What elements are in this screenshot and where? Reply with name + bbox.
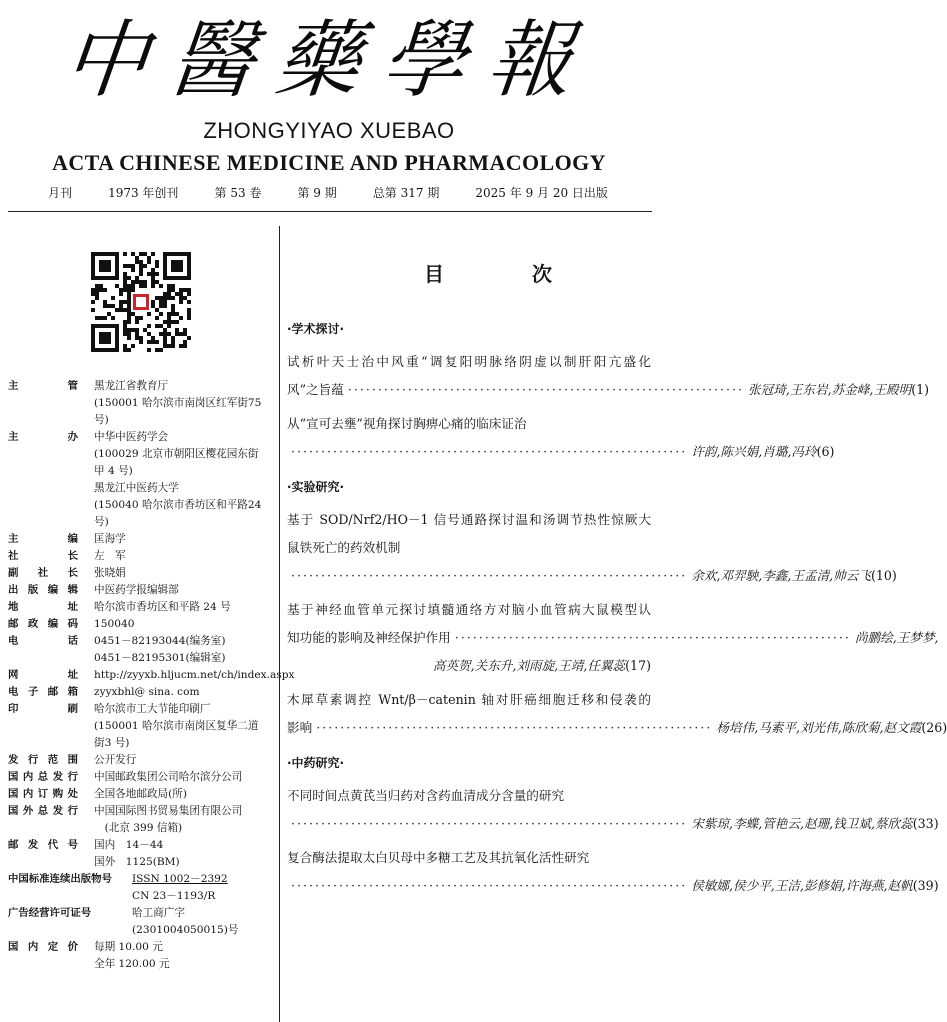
colophon-label: 主 办	[8, 431, 78, 443]
toc-entry[interactable]	[287, 410, 835, 466]
colophon-value: CN 23－1193/R	[132, 890, 216, 902]
colophon-row	[8, 871, 276, 888]
colophon-row	[8, 905, 276, 939]
colophon-value: 全国各地邮政局(所)	[94, 788, 188, 800]
colophon-row	[8, 446, 276, 463]
colophon-value: 黑龙江省教育厅	[94, 380, 169, 392]
toc-entry-line	[287, 376, 930, 404]
colophon-label: 印 刷	[8, 703, 78, 715]
colophon-label: 发行范围	[8, 754, 78, 766]
colophon-value: 0451－82193044(编务室)	[94, 635, 226, 647]
toc-entry-page: (26)	[921, 720, 947, 735]
toc-entry[interactable]	[287, 506, 897, 590]
colophon-value: 中医药学报编辑部	[94, 584, 179, 596]
toc-entry-page: (33)	[912, 816, 939, 831]
issue-total-number: 总第 317 期	[372, 186, 440, 200]
toc-entry-page: (17)	[625, 658, 651, 673]
toc-entry-authors: 杨培伟,马素平,刘光伟,陈欣菊,赵文霞	[716, 720, 922, 735]
journal-calligraphy-title: 中醫藥學報	[58, 11, 600, 109]
issue-frequency: 月刊	[48, 186, 73, 200]
toc-entry-title: 鼠铁死亡的药效机制	[287, 540, 401, 555]
colophon-row	[8, 480, 276, 497]
colophon-label: 地 址	[8, 601, 78, 613]
colophon-row	[8, 565, 276, 582]
colophon-label: 电子邮箱	[8, 686, 78, 698]
toc-entry-title: 基于 SOD/Nrf2/HO－1 信号通路探讨温和汤调节热性惊厥大	[287, 512, 651, 527]
toc-entry-authors: 宋紫琼,李蝶,管艳云,赵珊,钱卫斌,蔡欣蕊	[691, 816, 913, 831]
colophon-value: 张晓娟	[94, 567, 126, 579]
colophon-label: 网 址	[8, 669, 78, 681]
colophon-label: 国外总发行	[8, 805, 78, 817]
colophon-label: 主 编	[8, 533, 78, 545]
colophon-value: http://zyyxb.hljucm.net/ch/index.aspx	[94, 669, 295, 681]
colophon-value: 匡海学	[94, 533, 126, 545]
colophon-row	[8, 395, 276, 429]
colophon-row	[8, 684, 276, 701]
colophon-label: 邮政编码	[8, 618, 78, 630]
colophon-value: ISSN 1002－2392	[132, 873, 228, 885]
colophon-label: 出版编辑	[8, 584, 78, 596]
toc-entry[interactable]	[287, 782, 939, 838]
issue-info-line	[48, 184, 608, 201]
issue-publish-date: 2025 年 9 月 20 日出版	[475, 186, 608, 200]
colophon-value: 150040	[94, 618, 135, 630]
colophon-row	[8, 582, 276, 599]
toc-entry-line	[287, 624, 939, 652]
colophon-row	[8, 820, 276, 837]
colophon-value: (100029 北京市朝阳区樱花园东街	[94, 448, 259, 460]
toc-entry-title: 风”之旨蕴	[287, 382, 344, 397]
colophon-row	[8, 888, 276, 905]
issue-number: 第 9 期	[297, 186, 337, 200]
colophon-value: 全年 120.00 元	[94, 958, 170, 970]
colophon-row	[8, 616, 276, 633]
colophon-value: (150001 哈尔滨市南岗区复华二道	[94, 720, 259, 732]
toc-entry-line	[287, 562, 897, 590]
toc-entry-title: 不同时间点黄芪当归药对含药血清成分含量的研究	[287, 788, 565, 803]
colophon-row	[8, 463, 276, 480]
colophon-value: 甲 4 号)	[94, 465, 133, 477]
colophon-value: 中国国际图书贸易集团有限公司	[94, 805, 243, 817]
colophon-value: 公开发行	[94, 754, 137, 766]
leader-dots: ··································································	[291, 878, 688, 893]
colophon-label: 副 社 长	[8, 567, 78, 579]
colophon-row	[8, 735, 276, 752]
colophon-value: 0451－82195301(编辑室)	[94, 652, 226, 664]
colophon-row	[8, 497, 276, 531]
colophon-value: (150040 哈尔滨市香坊区和平路24号)	[94, 499, 262, 528]
colophon-value: 黑龙江中医药大学	[94, 482, 179, 494]
colophon-label: 国内订购处	[8, 788, 78, 800]
colophon-label: 邮发代号	[8, 839, 78, 851]
toc-entry-title: 复合酶法提取太白贝母中多糖工艺及其抗氧化活性研究	[287, 850, 590, 865]
colophon-label: 社 长	[8, 550, 78, 562]
toc-entry[interactable]	[287, 596, 939, 680]
colophon-label: 国内总发行	[8, 771, 78, 783]
colophon-row	[8, 752, 276, 769]
toc-entry-page: (10)	[870, 568, 897, 583]
journal-pinyin-title: ZHONGYIYAO XUEBAO	[203, 118, 455, 143]
journal-english-title: ACTA CHINESE MEDICINE AND PHARMACOLOGY	[52, 150, 606, 175]
leader-dots: ··································································	[454, 630, 851, 645]
toc-entry-page: (1)	[911, 382, 930, 397]
toc-entry-page: (6)	[816, 444, 835, 459]
toc-entry-title: 影响	[287, 720, 313, 735]
colophon-label: 广告经营许可证号	[8, 907, 92, 919]
toc-entry-title: 从“宣可去壅”视角探讨胸痹心痛的临床证治	[287, 416, 527, 431]
colophon-row	[8, 837, 276, 854]
colophon-row	[8, 378, 276, 395]
colophon-value: 国外 1125(BM)	[94, 856, 180, 868]
toc-entry-title: 木犀草素调控 Wnt/β－catenin 轴对肝癌细胞迁移和侵袭的	[287, 692, 651, 707]
toc-entry-line	[287, 872, 939, 900]
colophon-row	[8, 531, 276, 548]
toc-title: 目 次	[424, 262, 586, 286]
toc-entry-authors: 侯敏娜,侯少平,王洁,彭修娟,许海燕,赵帆	[691, 878, 913, 893]
colophon-row	[8, 429, 276, 446]
leader-dots: ··································································	[291, 816, 688, 831]
toc-entry[interactable]	[287, 686, 947, 742]
toc-section-heading: ·学术探讨·	[287, 322, 345, 336]
leader-dots: ··································································	[316, 720, 713, 735]
colophon-row	[8, 548, 276, 565]
toc-entry[interactable]	[287, 844, 939, 900]
colophon-value: 每期 10.00 元	[94, 941, 163, 953]
colophon-label: 国内定价	[8, 941, 78, 953]
colophon-row	[8, 769, 276, 786]
colophon-value: (150001 哈尔滨市南岗区红军街75号)	[94, 397, 262, 426]
leader-dots: ··································································	[291, 568, 688, 583]
column-divider	[279, 226, 280, 1022]
toc-entry-authors: 高英贺,关东升,刘雨旋,王靖,任翼蕊	[432, 658, 626, 673]
issue-volume: 第 53 卷	[214, 186, 262, 200]
toc-entry-line	[287, 810, 939, 838]
toc-entry-line	[287, 652, 651, 680]
colophon-row	[8, 650, 276, 667]
colophon	[8, 378, 295, 973]
issue-founded: 1973 年创刊	[108, 186, 179, 200]
leader-dots: ··································································	[291, 444, 688, 459]
colophon-label: 主 管	[8, 380, 78, 392]
colophon-row	[8, 667, 295, 684]
toc-entry-authors: 许韵,陈兴娟,肖璐,冯玲	[691, 444, 817, 459]
colophon-row	[8, 786, 276, 803]
colophon-value: 中国邮政集团公司哈尔滨分公司	[94, 771, 243, 783]
colophon-value: 哈工商广字(2301004050015)号	[132, 907, 239, 936]
toc-section-heading: ·实验研究·	[287, 480, 345, 494]
colophon-value: 哈尔滨市工大节能印刷厂	[94, 703, 211, 715]
table-of-contents	[287, 318, 947, 910]
toc-entry-title: 知功能的影响及神经保护作用	[287, 630, 451, 645]
colophon-value: 国内 14－44	[94, 839, 164, 851]
colophon-label: 中国标准连续出版物号	[8, 873, 112, 885]
toc-entry-authors: 张冠琦,王东岩,苏金峰,王殿明	[748, 382, 912, 397]
toc-entry[interactable]	[287, 348, 930, 404]
toc-entry-page: (39)	[912, 878, 939, 893]
colophon-row	[8, 854, 276, 871]
colophon-row	[8, 599, 276, 616]
toc-entry-line	[287, 714, 947, 742]
colophon-row	[8, 803, 276, 820]
toc-entry-line	[287, 438, 835, 466]
toc-entry-authors: 尚鹏绘,王梦梦,	[854, 630, 939, 645]
toc-entry-authors: 余欢,邓羿駚,李鑫,王孟清,帅云飞	[691, 568, 871, 583]
colophon-value: 哈尔滨市香坊区和平路 24 号	[94, 601, 231, 613]
qr-code-icon	[91, 252, 191, 352]
toc-entry-title: 基于神经血管单元探讨填髓通络方对脑小血管病大鼠模型认	[287, 602, 651, 617]
toc-section-heading: ·中药研究·	[287, 756, 345, 770]
colophon-value: (北京 399 信箱)	[94, 822, 183, 834]
colophon-row	[8, 956, 276, 973]
colophon-value: 左 军	[94, 550, 126, 562]
toc-entry-title: 试析叶天士治中风重“调复阳明脉络阴虚以制肝阳亢盛化	[287, 354, 651, 369]
colophon-value: zyyxbhl@ sina. com	[94, 686, 200, 698]
colophon-row	[8, 939, 276, 956]
header-divider	[8, 211, 652, 212]
colophon-label: 电 话	[8, 635, 78, 647]
colophon-value: 中华中医药学会	[94, 431, 169, 443]
colophon-row	[8, 701, 276, 718]
colophon-row	[8, 718, 276, 735]
leader-dots: ··································································	[347, 382, 745, 397]
colophon-row	[8, 633, 276, 650]
colophon-value: 街3 号)	[94, 737, 130, 749]
